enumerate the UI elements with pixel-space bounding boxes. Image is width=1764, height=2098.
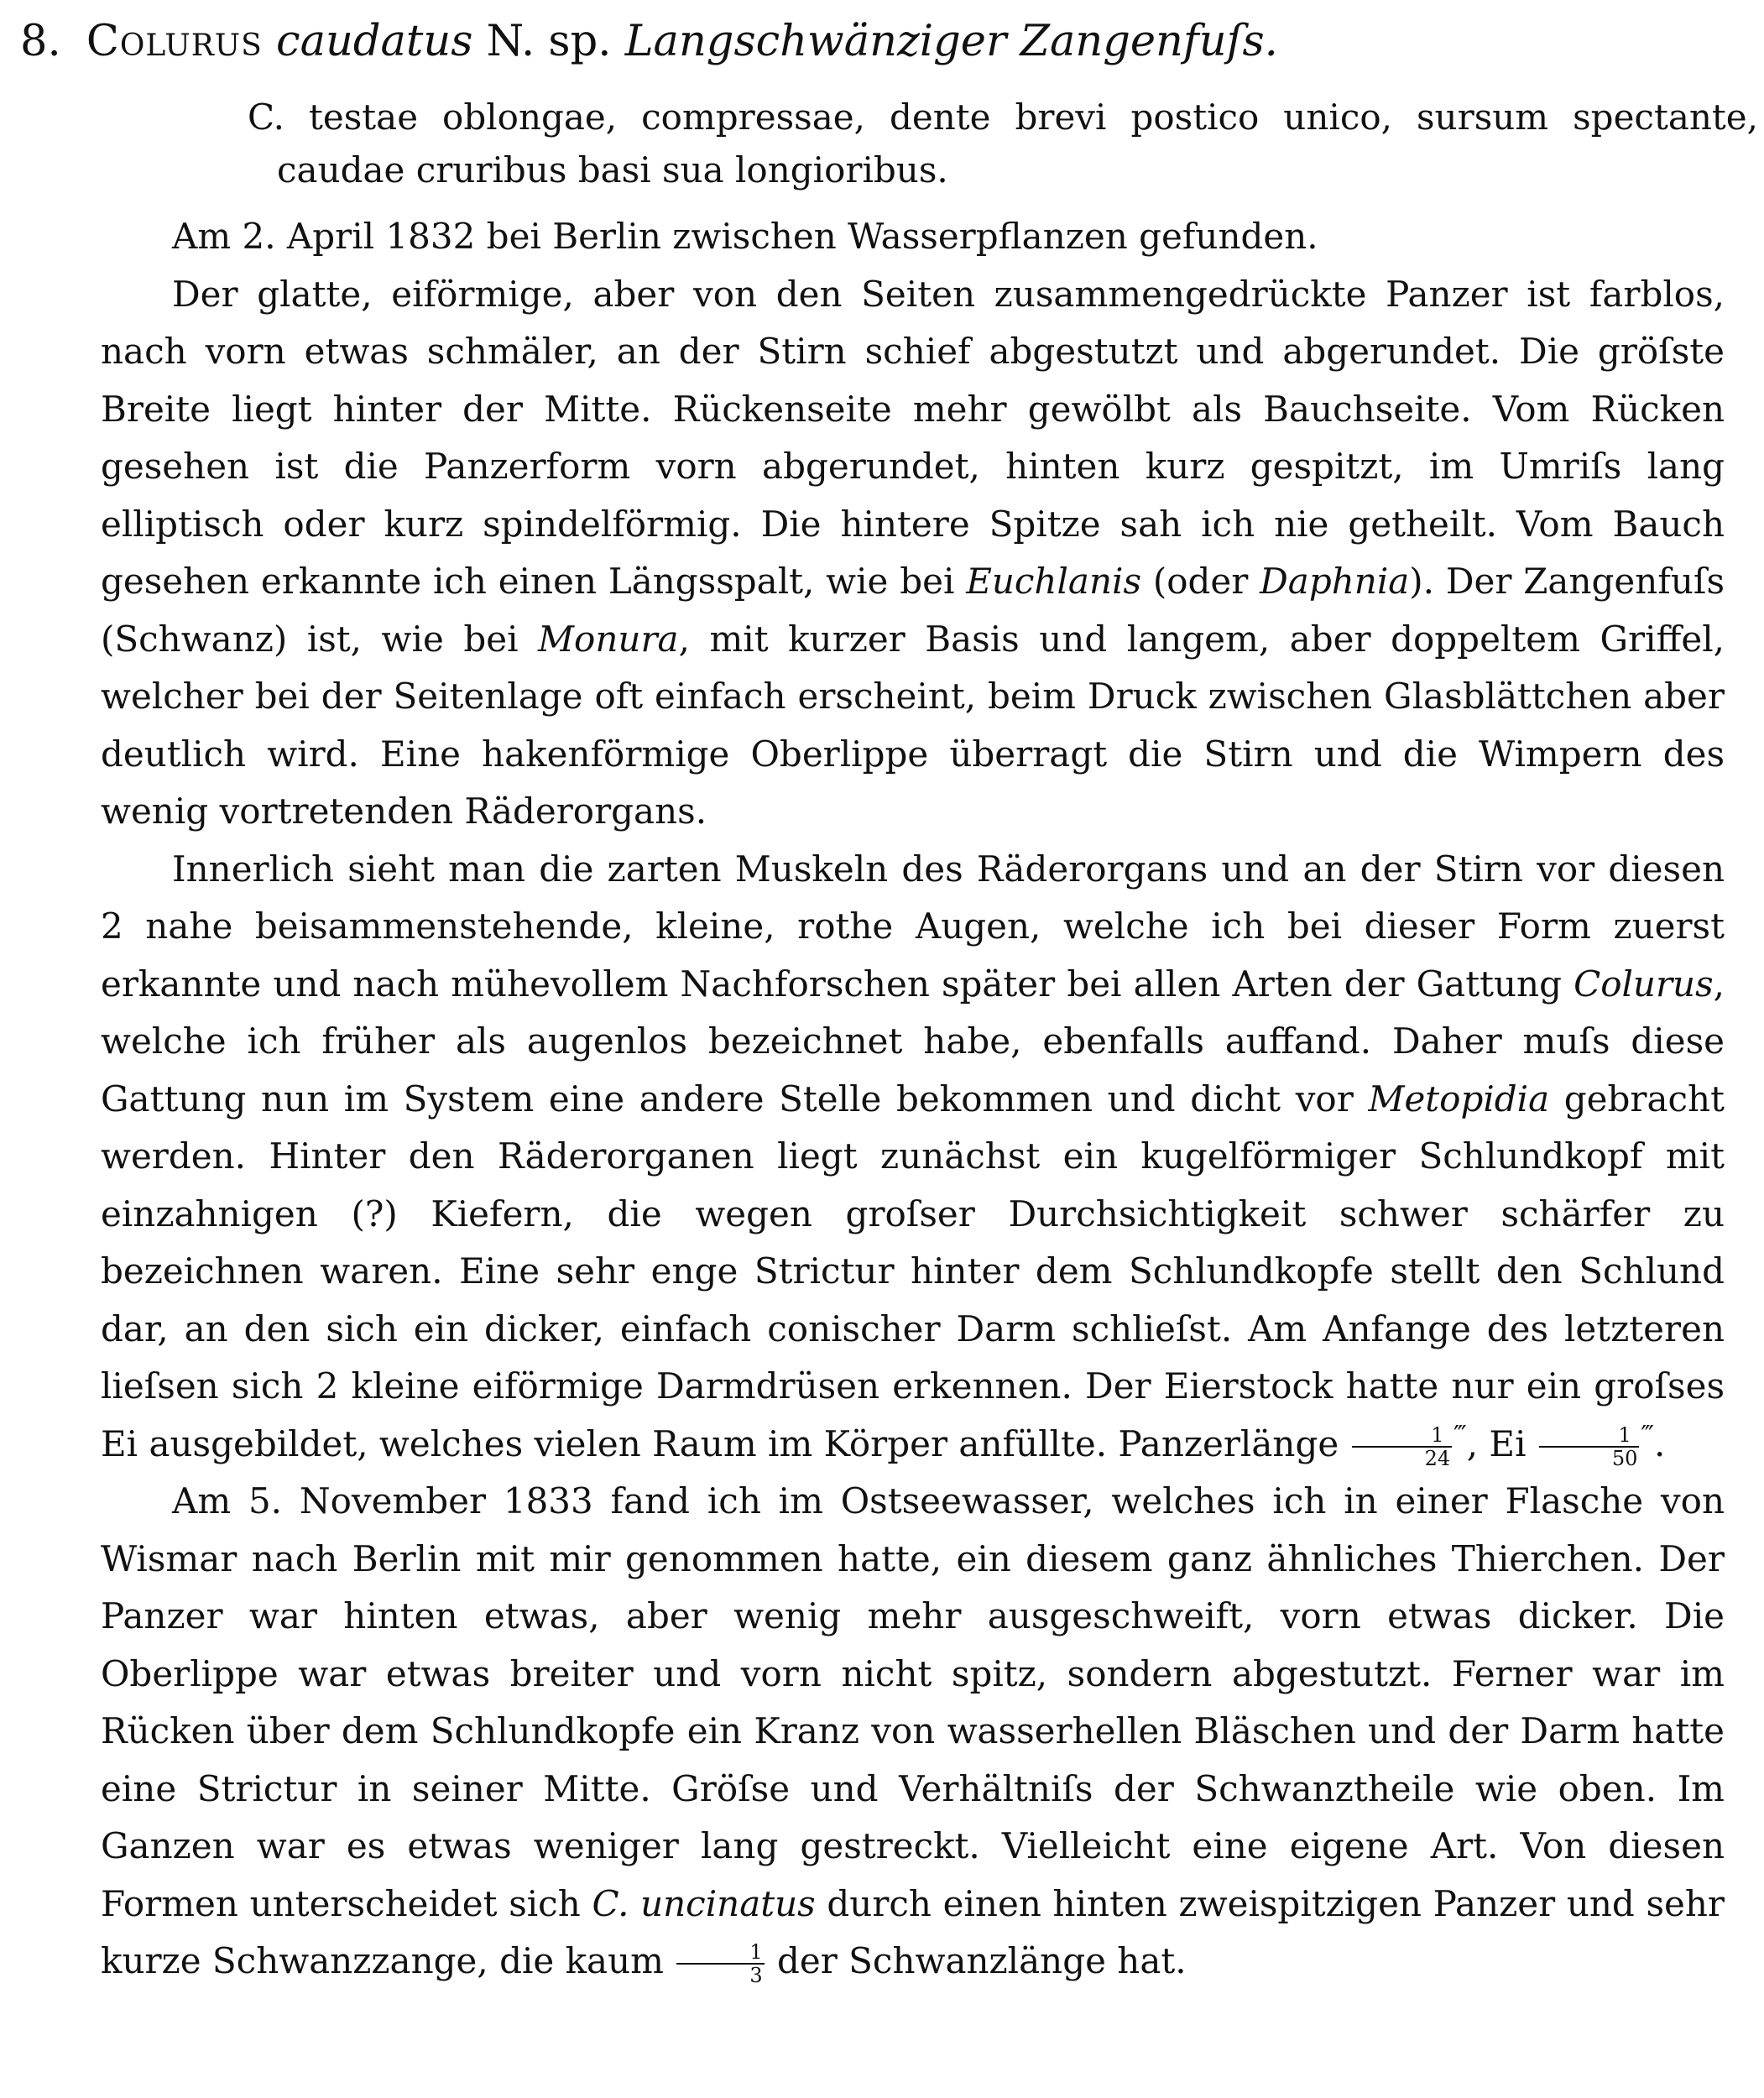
latin-diagnosis: C. testae oblongae, compressae, dente brevi postico unico, sursum spectante, caudae cruribus basi sua longioribus. [248,97,1758,190]
taxon-metopidia: Metopidia [1368,1078,1550,1119]
vernacular-name: Langschwänziger Zangenfuſs. [624,17,1278,66]
new-species-mark: N. sp. [486,17,612,66]
taxon-colurus: Colurus [1574,963,1714,1005]
paragraph-discovery [101,208,1725,266]
species-heading [20,17,1699,67]
text-run: , mit kurzer Basis und langem, aber doppeltem Griffel, welcher bei der Seitenlage oft einfach erscheint, beim Druck zwischen Glasblättchen aber deutlich wird. Eine hakenförmige Oberlippe überragt die Stirn und die Wimpern des wenig vortretenden Räderorgans. [101,618,1725,832]
fraction-numerator: 1 [1352,1424,1453,1448]
text-run: (oder [1152,561,1249,602]
fraction-one-third [676,1941,764,1986]
taxon-daphnia: Daphnia [1260,561,1410,602]
section-number: 8. [20,17,61,66]
fraction-egg-size [1539,1424,1640,1469]
paragraph-anatomy [101,841,1725,1474]
unit-lines: ‴ [1453,1420,1467,1450]
fraction-denominator: 50 [1611,1446,1638,1470]
species-epithet: caudatus [276,17,473,66]
text-run: Am 5. November 1833 fand ich im Ostseewasser, welches ich in einer Flasche von Wismar nach Berlin mit mir genommen hatte, ein diesem ganz ähnliches Thierchen. Der Panzer war hinten etwas, aber wenig mehr ausgeschweift, vorn etwas dicker. Die Oberlippe war etwas breiter und vorn nicht spitz, sondern abgestutzt. Ferner war im Rücken über dem Schlundkopfe ein Kranz von wasserhellen Bläschen und der Darm hatte eine Strictur in seiner Mitte. Gröſse und Verhältniſs der Schwanztheile wie oben. Im Ganzen war es etwas weniger lang gestreckt. Vielleicht eine eigene Art. Von diesen Formen unterscheidet sich [101,1480,1725,1924]
fraction-denominator: 3 [749,1964,763,1987]
text-run: , welche ich früher als augenlos bezeichnet habe, ebenfalls auffand. Daher muſs diese Gattung nun im System eine andere Stelle bekommen und dicht vor [101,963,1725,1119]
genus-name: Colurus [86,17,263,66]
text-run: . [1654,1422,1666,1464]
taxon-monura: Monura [538,618,679,660]
text-run: Der glatte, eiförmige, aber von den Seiten zusammengedrückte Panzer ist farblos, nach vorn etwas schmäler, an der Stirn schief abgestutzt und abgerundet. Die gröſste Breite liegt hinter der Mitte. Rückenseite mehr gewölbt als Bauchseite. Vom Rücken gesehen ist die Panzerform vorn abgerundet, hinten kurz gespitzt, im Umriſs lang elliptisch oder kurz spindelförmig. Die hintere Spitze sah ich nie getheilt. Vom Bauch gesehen erkannte ich einen Längsspalt, wie bei [101,273,1725,602]
description-body [101,208,1725,1991]
taxon-c-uncinatus: C. uncinatus [592,1882,816,1924]
text-run: ). Der Zangenfuſs (Schwanz) ist, wie bei [101,561,1725,660]
text-run: , Ei [1466,1422,1527,1464]
fraction-denominator: 24 [1424,1446,1451,1470]
text-run: der Schwanzlänge hat. [776,1940,1187,1981]
text-run: gebracht werden. Hinter den Räderorganen liegt zunächst ein kugelförmiger Schlundkopf mit einzahnigen (?) Kiefern, die wegen groſser Durchsichtigkeit schwer schärfer zu bezeichnen waren. Eine sehr enge Strictur hinter dem Schlundkopfe stellt den Schlund dar, an den sich ein dicker, einfach conischer Darm schlieſst. Am Anfange des letzteren lieſsen sich 2 kleine eiförmige Darmdrüsen erkennen. Der Eierstock hatte nur ein groſses Ei ausgebildet, welches vielen Raum im Körper anfüllte. Panzerlänge [101,1078,1725,1464]
text-run: durch einen hinten zweispitzigen Panzer und sehr kurze Schwanzzange, die kaum [101,1882,1725,1981]
paragraph-second-find [101,1473,1725,1991]
taxon-euchlanis: Euchlanis [966,561,1141,602]
text-run: Innerlich sieht man die zarten Muskeln des Räderorgans und an der Stirn vor diesen 2 nahe beisammenstehende, kleine, rothe Augen, welche ich bei dieser Form zuerst erkannte und nach mühevollem Nachforschen später bei allen Arten der Gattung [101,848,1725,1005]
unit-lines: ‴ [1641,1420,1655,1450]
paragraph-text: Am 2. April 1832 bei Berlin zwischen Wasserpflanzen gefunden. [172,216,1318,257]
fraction-panzer-length [1352,1424,1453,1469]
fraction-numerator: 1 [1539,1424,1640,1448]
fraction-numerator: 1 [676,1941,764,1965]
paragraph-morphology [101,266,1725,841]
